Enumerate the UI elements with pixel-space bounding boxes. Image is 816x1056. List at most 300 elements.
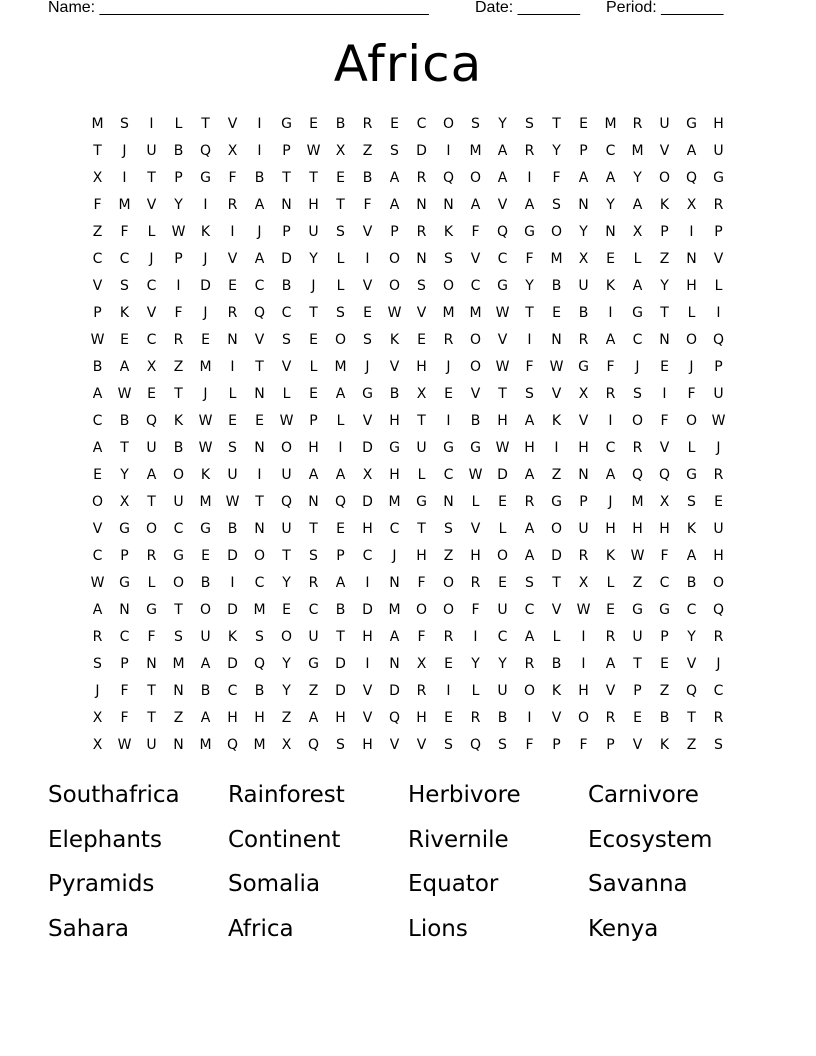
grid-letter: L (336, 251, 345, 267)
grid-letter: A (524, 413, 535, 429)
word-bank (48, 778, 768, 956)
grid-letter: E (309, 116, 318, 132)
grid-letter: A (254, 197, 265, 213)
grid-letter: O (550, 521, 563, 537)
grid-letter: H (362, 629, 373, 645)
grid-letter: E (606, 251, 615, 267)
grid-letter: U (281, 521, 292, 537)
grid-letter: E (309, 386, 318, 402)
grid-letter: U (713, 386, 724, 402)
grid-letter: D (335, 683, 346, 699)
grid-letter: G (281, 116, 292, 132)
grid-letter: C (362, 548, 373, 564)
grid-letter: O (199, 602, 212, 618)
grid-letter: M (334, 359, 347, 375)
grid-letter: Z (443, 548, 454, 564)
grid-letter: O (469, 359, 482, 375)
grid-letter: O (550, 224, 563, 240)
grid-letter: U (200, 629, 211, 645)
word-bank-item: Sahara (48, 915, 129, 942)
grid-letter: J (365, 359, 370, 375)
grid-letter: H (254, 710, 265, 726)
grid-letter: C (173, 521, 184, 537)
grid-letter: G (200, 170, 211, 186)
grid-letter: F (525, 251, 534, 267)
grid-letter: J (392, 548, 397, 564)
grid-letter: V (470, 521, 481, 537)
grid-letter: Z (281, 710, 292, 726)
grid-letter: W (171, 224, 186, 240)
grid-letter: G (497, 278, 508, 294)
grid-letter: O (469, 332, 482, 348)
grid-letter: K (551, 413, 562, 429)
grid-letter: C (632, 332, 643, 348)
grid-letter: N (605, 224, 616, 240)
grid-row (84, 381, 732, 408)
grid-letter: Q (685, 170, 698, 186)
grid-letter: N (443, 197, 454, 213)
grid-letter: T (147, 494, 156, 510)
grid-letter: M (469, 305, 482, 321)
grid-letter: J (257, 224, 262, 240)
grid-letter: F (660, 548, 669, 564)
grid-letter: Q (253, 305, 266, 321)
grid-row (84, 111, 732, 138)
grid-letter: R (308, 575, 319, 591)
grid-letter: T (93, 143, 102, 159)
grid-letter: N (416, 197, 427, 213)
grid-letter: L (174, 116, 183, 132)
grid-letter: J (689, 359, 694, 375)
grid-letter: S (120, 116, 129, 132)
grid-letter: T (552, 575, 561, 591)
grid-letter: O (523, 683, 536, 699)
word-bank-item: Savanna (588, 871, 688, 897)
grid-letter: H (416, 710, 427, 726)
grid-letter: S (336, 224, 345, 240)
grid-letter: H (308, 197, 319, 213)
grid-letter: A (146, 467, 157, 483)
grid-letter: W (711, 413, 726, 429)
word-search-grid (84, 111, 732, 759)
grid-letter: D (227, 602, 238, 618)
grid-letter: R (416, 224, 427, 240)
grid-letter: V (227, 251, 238, 267)
grid-letter: I (257, 116, 262, 132)
grid-letter: V (416, 305, 427, 321)
grid-letter: R (605, 386, 616, 402)
grid-letter: B (335, 116, 346, 132)
grid-letter: C (713, 683, 724, 699)
grid-letter: K (443, 224, 454, 240)
grid-letter: O (415, 602, 428, 618)
grid-letter: B (254, 170, 265, 186)
grid-letter: U (281, 467, 292, 483)
grid-letter: S (687, 494, 696, 510)
grid-letter: W (495, 440, 510, 456)
grid-letter: W (468, 467, 483, 483)
grid-letter: L (687, 440, 696, 456)
grid-letter: B (578, 305, 589, 321)
grid-letter: G (389, 440, 400, 456)
grid-letter: M (604, 116, 617, 132)
grid-letter: M (388, 602, 401, 618)
grid-letter: W (90, 332, 105, 348)
grid-letter: F (120, 224, 129, 240)
grid-letter: G (443, 440, 454, 456)
grid-letter: X (686, 197, 697, 213)
grid-letter: F (471, 224, 480, 240)
grid-letter: N (416, 251, 427, 267)
grid-letter: W (117, 386, 132, 402)
grid-letter: X (227, 143, 238, 159)
grid-letter: R (227, 305, 238, 321)
grid-letter: T (309, 170, 318, 186)
grid-letter: S (444, 521, 453, 537)
grid-letter: D (551, 548, 562, 564)
grid-letter: C (308, 602, 319, 618)
grid-letter: B (335, 602, 346, 618)
grid-letter: O (577, 710, 590, 726)
grid-letter: O (280, 440, 293, 456)
grid-letter: R (524, 494, 535, 510)
grid-letter: O (388, 278, 401, 294)
grid-letter: Y (525, 278, 534, 294)
grid-letter: Q (334, 494, 347, 510)
grid-letter: F (579, 737, 588, 753)
grid-letter: W (198, 440, 213, 456)
grid-letter: I (527, 710, 532, 726)
word-bank-item: Herbivore (408, 782, 521, 808)
page-title: Africa (333, 35, 483, 93)
grid-letter: I (176, 278, 181, 294)
grid-letter: B (497, 710, 508, 726)
grid-letter: N (119, 602, 130, 618)
grid-letter: Z (686, 737, 697, 753)
grid-letter: T (174, 602, 183, 618)
grid-letter: A (389, 170, 400, 186)
grid-letter: M (550, 251, 563, 267)
grid-letter: Q (685, 683, 698, 699)
grid-row (84, 624, 732, 651)
grid-letter: X (335, 143, 346, 159)
grid-letter: A (335, 467, 346, 483)
grid-letter: A (605, 656, 616, 672)
grid-letter: T (309, 521, 318, 537)
grid-letter: N (578, 467, 589, 483)
grid-letter: P (660, 629, 669, 645)
grid-letter: M (631, 143, 644, 159)
grid-letter: C (119, 629, 130, 645)
grid-letter: E (120, 332, 129, 348)
grid-letter: A (335, 575, 346, 591)
grid-letter: G (713, 170, 724, 186)
grid-letter: W (225, 494, 240, 510)
grid-letter: A (470, 197, 481, 213)
grid-row (84, 300, 732, 327)
grid-letter: F (93, 197, 102, 213)
grid-letter: I (473, 629, 478, 645)
grid-letter: F (147, 629, 156, 645)
grid-letter: N (173, 683, 184, 699)
grid-letter: E (336, 521, 345, 537)
grid-letter: Y (309, 251, 318, 267)
grid-letter: L (687, 305, 696, 321)
grid-letter: B (200, 683, 211, 699)
grid-letter: O (388, 251, 401, 267)
grid-letter: I (581, 656, 586, 672)
grid-letter: P (579, 494, 588, 510)
grid-letter: C (659, 575, 670, 591)
grid-letter: T (201, 116, 210, 132)
grid-letter: U (308, 224, 319, 240)
grid-letter: R (578, 548, 589, 564)
grid-letter: Q (307, 737, 320, 753)
grid-letter: L (498, 521, 507, 537)
grid-letter: R (713, 467, 724, 483)
grid-letter: V (632, 737, 643, 753)
grid-letter: V (605, 683, 616, 699)
grid-letter: V (146, 305, 157, 321)
grid-letter: Q (712, 332, 725, 348)
grid-letter: B (173, 440, 184, 456)
grid-letter: P (174, 251, 183, 267)
grid-letter: S (309, 548, 318, 564)
word-bank-item: Carnivore (588, 782, 699, 808)
grid-letter: I (608, 305, 613, 321)
grid-letter: U (146, 737, 157, 753)
grid-letter: E (228, 413, 237, 429)
grid-letter: B (200, 575, 211, 591)
grid-letter: K (605, 548, 616, 564)
grid-letter: A (308, 710, 319, 726)
grid-letter: F (417, 629, 426, 645)
grid-letter: X (578, 251, 589, 267)
grid-letter: V (551, 386, 562, 402)
grid-letter: S (552, 197, 561, 213)
grid-letter: F (606, 359, 615, 375)
grid-letter: R (362, 116, 373, 132)
grid-row (84, 489, 732, 516)
grid-letter: V (92, 278, 103, 294)
grid-letter: X (92, 737, 103, 753)
grid-letter: B (92, 359, 103, 375)
grid-letter: C (416, 116, 427, 132)
grid-letter: I (527, 332, 532, 348)
grid-letter: V (389, 737, 400, 753)
grid-letter: V (281, 359, 292, 375)
grid-letter: A (497, 170, 508, 186)
grid-letter: P (579, 143, 588, 159)
grid-letter: L (336, 413, 345, 429)
grid-row (84, 435, 732, 462)
grid-letter: H (578, 683, 589, 699)
grid-letter: J (716, 440, 721, 456)
grid-letter: P (714, 359, 723, 375)
grid-letter: F (552, 170, 561, 186)
grid-letter: O (172, 575, 185, 591)
grid-letter: A (578, 170, 589, 186)
grid-letter: J (203, 305, 208, 321)
grid-row (84, 219, 732, 246)
grid-letter: E (498, 494, 507, 510)
grid-letter: J (149, 251, 154, 267)
grid-letter: H (524, 440, 535, 456)
grid-letter: D (335, 656, 346, 672)
grid-letter: I (689, 224, 694, 240)
grid-letter: P (336, 548, 345, 564)
grid-letter: M (199, 359, 212, 375)
grid-letter: A (632, 197, 643, 213)
grid-letter: G (146, 602, 157, 618)
grid-letter: C (605, 440, 616, 456)
grid-letter: I (446, 143, 451, 159)
grid-letter: L (552, 629, 561, 645)
grid-letter: T (120, 440, 129, 456)
grid-letter: L (633, 251, 642, 267)
grid-letter: T (633, 656, 642, 672)
grid-letter: P (552, 737, 561, 753)
grid-letter: P (606, 737, 615, 753)
grid-letter: X (92, 710, 103, 726)
grid-letter: X (632, 224, 643, 240)
grid-letter: L (471, 683, 480, 699)
grid-letter: H (362, 737, 373, 753)
word-bank-item: Kenya (588, 915, 659, 942)
word-bank-item: Africa (228, 915, 294, 942)
grid-letter: H (713, 548, 724, 564)
grid-letter: Y (471, 656, 480, 672)
grid-letter: Y (633, 170, 642, 186)
grid-row (84, 273, 732, 300)
grid-letter: T (552, 116, 561, 132)
grid-letter: K (200, 467, 211, 483)
grid-letter: I (446, 413, 451, 429)
grid-letter: G (578, 359, 589, 375)
grid-letter: R (227, 197, 238, 213)
grid-letter: P (714, 224, 723, 240)
grid-letter: R (713, 710, 724, 726)
grid-letter: I (365, 575, 370, 591)
grid-letter: C (119, 251, 130, 267)
grid-letter: E (417, 332, 426, 348)
grid-letter: G (416, 494, 427, 510)
grid-letter: T (174, 386, 183, 402)
grid-letter: K (119, 305, 130, 321)
grid-letter: A (308, 467, 319, 483)
grid-letter: I (662, 386, 667, 402)
grid-letter: V (713, 251, 724, 267)
grid-letter: L (336, 278, 345, 294)
grid-letter: I (608, 413, 613, 429)
grid-letter: M (388, 494, 401, 510)
grid-letter: C (470, 278, 481, 294)
grid-letter: M (442, 305, 455, 321)
grid-letter: L (417, 467, 426, 483)
grid-letter: N (254, 521, 265, 537)
grid-letter: H (227, 710, 238, 726)
grid-letter: E (201, 332, 210, 348)
grid-letter: D (389, 683, 400, 699)
grid-row (84, 165, 732, 192)
grid-row (84, 516, 732, 543)
grid-letter: O (631, 413, 644, 429)
grid-row (84, 678, 732, 705)
grid-letter: R (443, 629, 454, 645)
grid-letter: W (387, 305, 402, 321)
grid-letter: N (551, 332, 562, 348)
grid-letter: N (281, 197, 292, 213)
grid-letter: G (470, 440, 481, 456)
grid-row (84, 651, 732, 678)
grid-letter: A (335, 386, 346, 402)
grid-letter: A (524, 467, 535, 483)
grid-letter: H (578, 440, 589, 456)
grid-letter: Q (253, 656, 266, 672)
grid-letter: A (92, 386, 103, 402)
grid-letter: M (118, 197, 131, 213)
grid-letter: M (199, 737, 212, 753)
grid-letter: R (92, 629, 103, 645)
name-field[interactable]: Name: _____________________________________ (48, 0, 429, 16)
grid-letter: E (309, 332, 318, 348)
grid-letter: P (282, 224, 291, 240)
grid-letter: H (686, 278, 697, 294)
grid-letter: S (633, 386, 642, 402)
grid-letter: E (660, 656, 669, 672)
grid-letter: G (200, 521, 211, 537)
grid-letter: B (227, 521, 238, 537)
grid-letter: O (685, 332, 698, 348)
grid-letter: C (92, 251, 103, 267)
grid-letter: G (524, 224, 535, 240)
grid-letter: Z (308, 683, 319, 699)
grid-letter: V (362, 413, 373, 429)
grid-letter: A (92, 440, 103, 456)
date-field[interactable]: Date: _______ (475, 0, 580, 16)
grid-letter: B (551, 656, 562, 672)
grid-letter: E (660, 359, 669, 375)
grid-letter: O (712, 575, 725, 591)
word-bank-item: Rivernile (408, 826, 509, 853)
grid-letter: D (227, 656, 238, 672)
grid-letter: L (147, 224, 156, 240)
grid-letter: A (524, 521, 535, 537)
grid-letter: Q (145, 413, 158, 429)
grid-letter: Z (173, 359, 184, 375)
grid-letter: L (606, 575, 615, 591)
grid-letter: U (632, 629, 643, 645)
grid-letter: O (91, 494, 104, 510)
grid-letter: R (713, 197, 724, 213)
grid-letter: U (497, 683, 508, 699)
grid-letter: G (632, 602, 643, 618)
grid-letter: I (716, 305, 721, 321)
grid-letter: C (605, 143, 616, 159)
grid-letter: A (605, 332, 616, 348)
grid-letter: B (173, 143, 184, 159)
word-bank-item: Ecosystem (588, 826, 713, 853)
grid-letter: A (92, 602, 103, 618)
grid-letter: I (365, 251, 370, 267)
grid-letter: I (581, 629, 586, 645)
grid-letter: N (659, 332, 670, 348)
period-field[interactable]: Period: _______ (606, 0, 724, 16)
grid-letter: D (281, 251, 292, 267)
grid-letter: W (279, 413, 294, 429)
grid-letter: W (549, 359, 564, 375)
grid-letter: H (497, 413, 508, 429)
